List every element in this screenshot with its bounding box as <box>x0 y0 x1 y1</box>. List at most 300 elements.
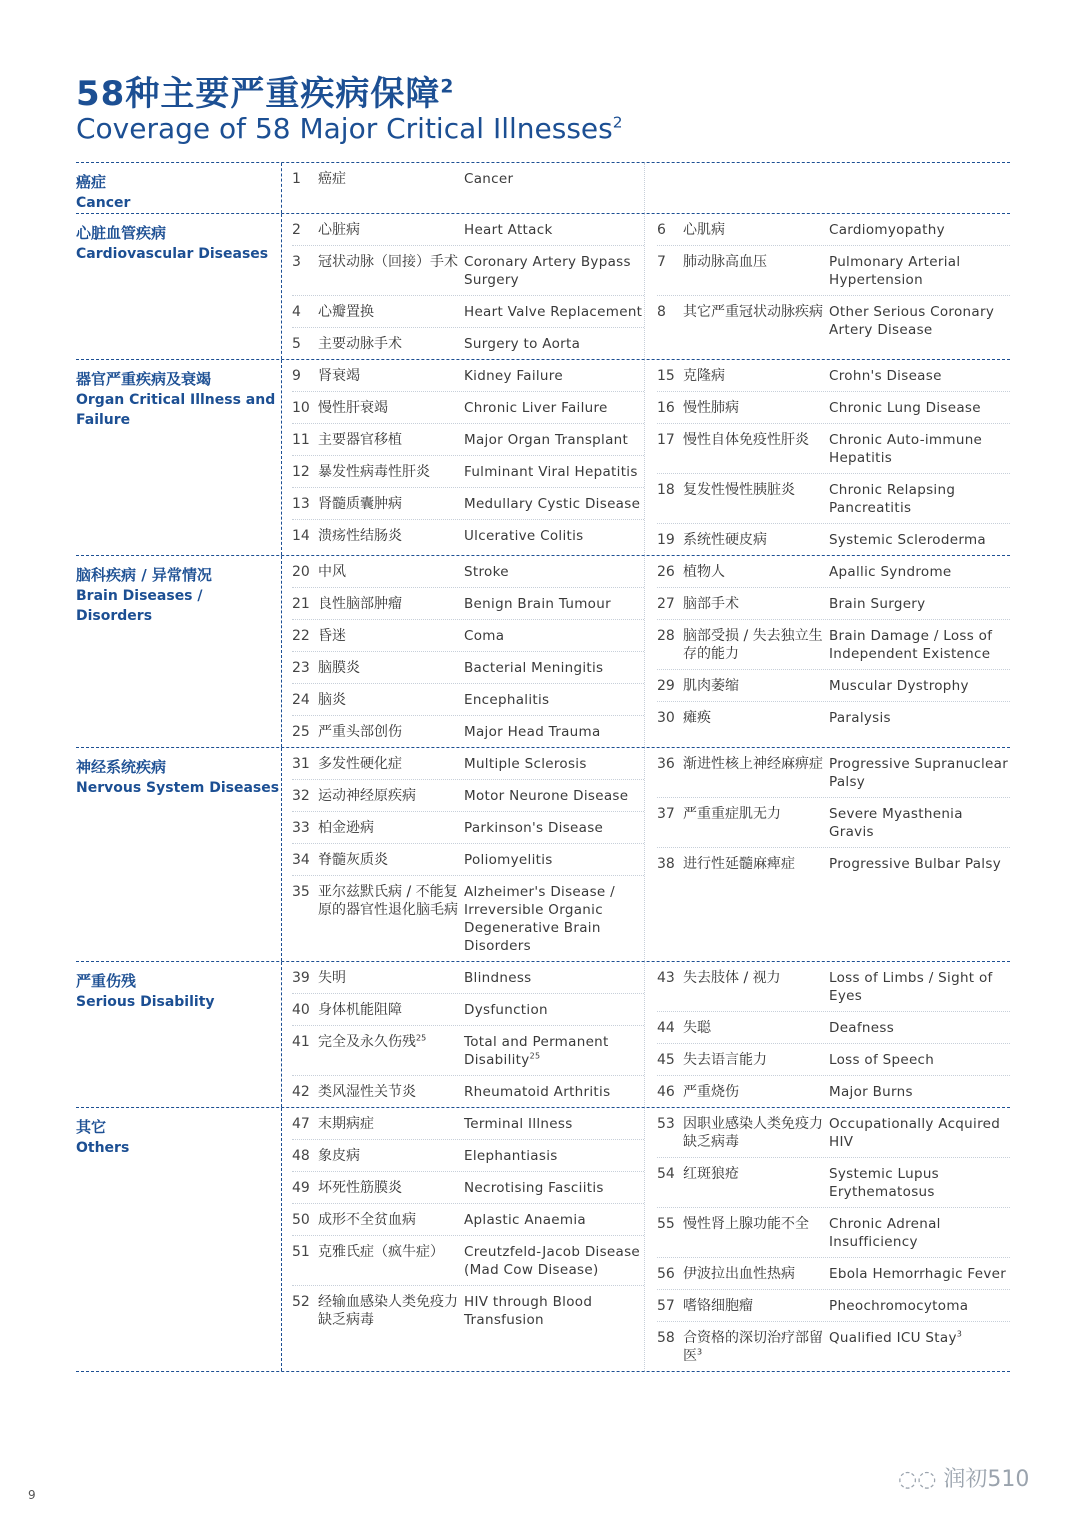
illness-name-en-text: Major Organ Transplant <box>464 432 629 448</box>
illness-number: 51 <box>292 1244 310 1260</box>
illness-name-zh <box>318 1179 464 1197</box>
illness-number: 41 <box>292 1034 310 1050</box>
category-section <box>76 213 1010 359</box>
illness-item <box>657 798 1010 848</box>
illness-name-zh <box>683 1165 829 1201</box>
illness-name-en-text: Heart Attack <box>464 222 553 238</box>
illness-name-en <box>829 805 1010 841</box>
illness-name-en-text: Poliomyelitis <box>464 852 553 868</box>
illness-name-en-text: Chronic Liver Failure <box>464 400 608 416</box>
illness-name-zh-text: 运动神经原疾病 <box>318 788 416 804</box>
illness-item <box>292 1026 644 1076</box>
illness-name-zh <box>683 1329 829 1365</box>
illness-number: 22 <box>292 628 310 644</box>
illness-name-en <box>829 431 1010 467</box>
illness-name-zh-text: 多发性硬化症 <box>318 756 402 772</box>
illness-item <box>292 962 644 994</box>
illness-number: 1 <box>292 171 301 187</box>
illness-number: 10 <box>292 400 310 416</box>
illness-column-right <box>645 214 1010 359</box>
category-section <box>76 359 1010 555</box>
illness-name-zh-text: 进行性延髓麻痺症 <box>683 856 795 872</box>
illness-name-zh-text: 克雅氏症（疯牛症） <box>318 1244 444 1260</box>
illness-name-en <box>829 531 1010 549</box>
illness-item <box>657 1290 1010 1322</box>
watermark: ◌◌ 润初510 <box>898 1467 1030 1492</box>
illness-name-en <box>464 969 644 987</box>
illness-name-zh <box>683 709 829 727</box>
illness-name-zh <box>318 527 464 545</box>
footnote-marker: 3 <box>697 1347 703 1357</box>
illness-item <box>292 1204 644 1236</box>
illness-item <box>292 1286 644 1335</box>
category-name-zh: 癌症 <box>76 173 107 191</box>
illness-number: 33 <box>292 820 310 836</box>
illness-name-en <box>464 1179 644 1197</box>
illness-item <box>292 520 644 551</box>
illness-name-en <box>829 253 1010 289</box>
category-name-en: Cancer <box>76 195 131 211</box>
illness-name-zh-text: 主要动脉手术 <box>318 336 402 352</box>
illness-name-en <box>829 1019 1010 1037</box>
illness-name-en <box>829 481 1010 517</box>
illness-name-zh <box>318 399 464 417</box>
illness-number: 13 <box>292 496 310 512</box>
illness-name-zh <box>318 1001 464 1019</box>
illness-number: 23 <box>292 660 310 676</box>
illness-name-en-text: Chronic Auto-immune Hepatitis <box>829 432 983 466</box>
illness-name-zh <box>683 1019 829 1037</box>
illness-name-zh-text: 良性脑部肿瘤 <box>318 596 402 612</box>
illness-name-en <box>464 691 644 709</box>
illness-name-en-text: Brain Surgery <box>829 596 926 612</box>
illness-number: 39 <box>292 970 310 986</box>
illness-number: 8 <box>657 304 666 320</box>
illness-item <box>292 246 644 296</box>
illness-number: 46 <box>657 1084 675 1100</box>
illness-name-en <box>829 399 1010 417</box>
illness-number: 53 <box>657 1116 675 1132</box>
category-name-zh: 心脏血管疾病 <box>76 224 167 242</box>
illness-item <box>657 962 1010 1012</box>
illness-number: 29 <box>657 678 675 694</box>
illness-name-zh-text: 成形不全贫血病 <box>318 1212 416 1228</box>
illness-name-en-text: Major Head Trauma <box>464 724 601 740</box>
illness-name-zh <box>683 303 829 339</box>
illness-name-zh-text: 末期病症 <box>318 1116 374 1132</box>
illness-name-zh <box>318 303 464 321</box>
illness-number: 11 <box>292 432 310 448</box>
illness-name-en <box>829 1215 1010 1251</box>
illness-name-en-text: Stroke <box>464 564 509 580</box>
illness-name-en <box>464 723 644 741</box>
illness-name-zh <box>683 563 829 581</box>
illness-name-zh <box>318 819 464 837</box>
illness-name-zh <box>318 595 464 613</box>
illness-number: 25 <box>292 724 310 740</box>
illness-table <box>76 162 1010 1372</box>
illness-column-right <box>645 556 1010 747</box>
illness-name-zh-text: 肌肉萎缩 <box>683 678 739 694</box>
illness-name-zh-text: 心脏病 <box>318 222 360 238</box>
illness-number: 21 <box>292 596 310 612</box>
illness-number: 14 <box>292 528 310 544</box>
illness-name-zh <box>683 431 829 467</box>
illness-name-en-text: Brain Damage / Loss of Independent Existence <box>829 628 993 662</box>
illness-number: 28 <box>657 628 675 644</box>
illness-name-zh-text: 肾髓质囊肿病 <box>318 496 402 512</box>
illness-name-zh <box>683 855 829 873</box>
illness-item <box>292 716 644 747</box>
illness-name-en-text: Progressive Supranuclear Palsy <box>829 756 1009 790</box>
illness-column-left <box>281 1108 645 1371</box>
illness-name-en <box>464 787 644 805</box>
illness-name-en-text: Fulminant Viral Hepatitis <box>464 464 638 480</box>
illness-name-en <box>829 1165 1010 1201</box>
category-name-zh: 严重伤残 <box>76 972 137 990</box>
illness-name-en <box>464 1147 644 1165</box>
illness-number: 55 <box>657 1216 675 1232</box>
illness-name-en-text: Systemic Scleroderma <box>829 532 986 548</box>
illness-number: 2 <box>292 222 301 238</box>
illness-item <box>292 296 644 328</box>
illness-item <box>292 652 644 684</box>
illness-number: 48 <box>292 1148 310 1164</box>
illness-name-en <box>829 1265 1010 1283</box>
illness-name-zh-text: 脊髓灰质炎 <box>318 852 388 868</box>
illness-name-zh <box>318 495 464 513</box>
illness-item <box>292 1108 644 1140</box>
illness-name-en-text: Major Burns <box>829 1084 913 1100</box>
illness-name-en-text: Terminal Illness <box>464 1116 573 1132</box>
illness-name-en-text: Benign Brain Tumour <box>464 596 611 612</box>
illness-number: 24 <box>292 692 310 708</box>
illness-number: 4 <box>292 304 301 320</box>
illness-name-en-text: Progressive Bulbar Palsy <box>829 856 1001 872</box>
illness-item <box>657 1208 1010 1258</box>
illness-name-en-text: Motor Neurone Disease <box>464 788 629 804</box>
illness-name-en <box>829 969 1010 1005</box>
illness-name-zh <box>318 1033 464 1069</box>
illness-name-en-text: Severe Myasthenia Gravis <box>829 806 963 840</box>
illness-number: 15 <box>657 368 675 384</box>
illness-name-en-text: Muscular Dystrophy <box>829 678 969 694</box>
illness-number: 16 <box>657 400 675 416</box>
category-label <box>76 360 281 555</box>
page-title-zh: 58种主要严重疾病保障$^2$ <box>76 74 455 114</box>
category-name-en: Nervous System Diseases <box>76 780 280 796</box>
illness-name-en-text: Creutzfeld-Jacob Disease (Mad Cow Disease) <box>464 1244 641 1278</box>
illness-item <box>292 488 644 520</box>
illness-number: 42 <box>292 1084 310 1100</box>
illness-item <box>292 424 644 456</box>
illness-name-zh-text: 严重烧伤 <box>683 1084 739 1100</box>
illness-name-en-text: Kidney Failure <box>464 368 563 384</box>
illness-item <box>657 214 1010 246</box>
illness-item <box>292 748 644 780</box>
illness-number: 31 <box>292 756 310 772</box>
illness-name-en <box>829 627 1010 663</box>
illness-name-zh-text: 肾衰竭 <box>318 368 360 384</box>
illness-name-en <box>829 1051 1010 1069</box>
illness-column-left <box>281 962 645 1107</box>
illness-name-zh-text: 瘫痪 <box>683 710 711 726</box>
illness-name-zh-text: 脑炎 <box>318 692 346 708</box>
illness-name-zh-text: 经输血感染人类免疫力缺乏病毒 <box>318 1294 458 1328</box>
illness-name-zh <box>318 1293 464 1329</box>
illness-name-en-text: Heart Valve Replacement <box>464 304 643 320</box>
illness-name-en <box>464 595 644 613</box>
illness-number: 3 <box>292 254 301 270</box>
illness-name-zh-text: 溃疡性结肠炎 <box>318 528 402 544</box>
illness-name-zh-text: 完全及永久伤残 <box>318 1034 416 1050</box>
illness-name-zh <box>683 531 829 549</box>
illness-number: 40 <box>292 1002 310 1018</box>
illness-name-en-text: Coronary Artery Bypass Surgery <box>464 254 631 288</box>
illness-name-en <box>829 755 1010 791</box>
category-label <box>76 748 281 961</box>
illness-name-en <box>464 335 644 353</box>
illness-name-en-text: Paralysis <box>829 710 891 726</box>
illness-column-left <box>281 360 645 555</box>
illness-item <box>292 1140 644 1172</box>
illness-name-zh <box>683 1051 829 1069</box>
illness-name-en <box>464 170 644 188</box>
illness-name-en <box>464 221 644 239</box>
category-label <box>76 163 281 213</box>
illness-item <box>292 328 644 359</box>
illness-name-en <box>829 1115 1010 1151</box>
illness-item <box>657 246 1010 296</box>
illness-name-zh-text: 肺动脉高血压 <box>683 254 767 270</box>
illness-number: 35 <box>292 884 310 900</box>
illness-name-zh <box>318 1147 464 1165</box>
illness-name-en-text: Rheumatoid Arthritis <box>464 1084 611 1100</box>
illness-name-zh-text: 严重头部创伤 <box>318 724 402 740</box>
illness-name-zh <box>318 1115 464 1133</box>
illness-item <box>657 556 1010 588</box>
illness-item <box>292 360 644 392</box>
illness-name-zh-text: 昏迷 <box>318 628 346 644</box>
illness-name-zh-text: 主要器官移植 <box>318 432 402 448</box>
illness-name-zh-text: 身体机能阻障 <box>318 1002 402 1018</box>
illness-name-en-text: Pulmonary Arterial Hypertension <box>829 254 961 288</box>
illness-item <box>657 296 1010 345</box>
illness-name-en-text: Aplastic Anaemia <box>464 1212 586 1228</box>
illness-column-left <box>281 748 645 961</box>
illness-name-en <box>464 563 644 581</box>
illness-item <box>657 670 1010 702</box>
illness-item <box>657 424 1010 474</box>
footnote-marker: 25 <box>529 1051 541 1061</box>
illness-name-en <box>829 709 1010 727</box>
illness-number: 52 <box>292 1294 310 1310</box>
illness-number: 43 <box>657 970 675 986</box>
illness-name-en-text: Deafness <box>829 1020 895 1036</box>
illness-item <box>292 780 644 812</box>
illness-name-en-text: Cardiomyopathy <box>829 222 945 238</box>
illness-name-zh <box>683 595 829 613</box>
illness-number: 36 <box>657 756 675 772</box>
illness-name-en <box>464 495 644 513</box>
illness-number: 50 <box>292 1212 310 1228</box>
category-name-en: Brain Diseases / Disorders <box>76 588 203 624</box>
illness-name-zh-text: 渐进性核上神经麻痹症 <box>683 756 823 772</box>
illness-name-en-text: Chronic Relapsing Pancreatitis <box>829 482 956 516</box>
illness-name-zh <box>683 805 829 841</box>
illness-item <box>657 1258 1010 1290</box>
illness-name-en <box>829 1297 1010 1315</box>
illness-item <box>657 1322 1010 1371</box>
illness-name-zh-text: 伊波拉出血性热病 <box>683 1266 795 1282</box>
illness-columns <box>281 962 1010 1107</box>
illness-name-zh-text: 系统性硬皮病 <box>683 532 767 548</box>
illness-number: 5 <box>292 336 301 352</box>
illness-name-zh <box>318 1083 464 1101</box>
illness-name-en <box>464 659 644 677</box>
illness-name-zh <box>318 221 464 239</box>
illness-name-zh-text: 癌症 <box>318 171 346 187</box>
illness-name-en-text: Chronic Adrenal Insufficiency <box>829 1216 941 1250</box>
illness-name-zh <box>683 367 829 385</box>
illness-columns <box>281 556 1010 747</box>
illness-number: 19 <box>657 532 675 548</box>
illness-item <box>657 620 1010 670</box>
illness-number: 27 <box>657 596 675 612</box>
illness-item <box>657 702 1010 733</box>
category-name-zh: 其它 <box>76 1118 107 1136</box>
category-name-zh: 神经系统疾病 <box>76 758 167 776</box>
illness-item <box>292 1172 644 1204</box>
illness-item <box>292 588 644 620</box>
illness-name-zh-text: 失去肢体 / 视力 <box>683 970 781 986</box>
illness-name-en <box>464 755 644 773</box>
illness-name-en <box>464 819 644 837</box>
illness-name-zh <box>318 691 464 709</box>
illness-number: 32 <box>292 788 310 804</box>
illness-item <box>292 456 644 488</box>
category-label <box>76 1108 281 1371</box>
illness-name-en-text: Systemic Lupus Erythematosus <box>829 1166 940 1200</box>
illness-name-zh-text: 严重重症肌无力 <box>683 806 781 822</box>
illness-item <box>657 1108 1010 1158</box>
illness-name-zh <box>318 431 464 449</box>
illness-item <box>657 848 1010 879</box>
illness-name-zh <box>318 170 464 188</box>
illness-name-zh-text: 慢性肝衰竭 <box>318 400 388 416</box>
illness-name-en-text: Total and Permanent Disability <box>464 1034 609 1068</box>
illness-name-en-text: Coma <box>464 628 505 644</box>
illness-number: 47 <box>292 1116 310 1132</box>
illness-number: 45 <box>657 1052 675 1068</box>
illness-name-zh <box>683 1265 829 1283</box>
category-name-en: Cardiovascular Diseases <box>76 246 269 262</box>
illness-number: 58 <box>657 1330 675 1346</box>
illness-number: 12 <box>292 464 310 480</box>
illness-item <box>657 1012 1010 1044</box>
illness-name-en-text: Encephalitis <box>464 692 550 708</box>
illness-name-en <box>829 563 1010 581</box>
illness-name-zh <box>318 627 464 645</box>
illness-item <box>292 844 644 876</box>
illness-name-en <box>829 303 1010 339</box>
illness-item <box>657 360 1010 392</box>
illness-name-en-text: Elephantiasis <box>464 1148 558 1164</box>
illness-item <box>292 392 644 424</box>
illness-name-en <box>464 627 644 645</box>
illness-name-en <box>464 1293 644 1329</box>
category-section <box>76 961 1010 1107</box>
illness-item <box>292 876 644 961</box>
illness-name-zh-text: 复发性慢性胰脏炎 <box>683 482 795 498</box>
illness-name-zh-text: 冠状动脉（回接）手术 <box>318 254 458 270</box>
illness-name-en <box>464 1211 644 1229</box>
illness-column-right <box>645 163 1010 213</box>
illness-item <box>292 556 644 588</box>
illness-name-zh <box>683 221 829 239</box>
illness-number: 7 <box>657 254 666 270</box>
page-number: 9 <box>28 1488 36 1502</box>
illness-number: 34 <box>292 852 310 868</box>
illness-name-zh-text: 脑膜炎 <box>318 660 360 676</box>
illness-name-en <box>464 367 644 385</box>
illness-name-zh <box>318 463 464 481</box>
illness-name-en-text: Pheochromocytoma <box>829 1298 969 1314</box>
illness-number: 57 <box>657 1298 675 1314</box>
illness-name-en <box>464 883 644 955</box>
illness-item <box>657 1158 1010 1208</box>
illness-columns <box>281 748 1010 961</box>
illness-item <box>292 214 644 246</box>
illness-column-right <box>645 962 1010 1107</box>
illness-name-en <box>829 595 1010 613</box>
illness-name-zh <box>683 1115 829 1151</box>
illness-name-zh <box>683 627 829 663</box>
illness-name-zh <box>683 1215 829 1251</box>
illness-name-en-text: Multiple Sclerosis <box>464 756 587 772</box>
illness-name-zh-text: 心肌病 <box>683 222 725 238</box>
illness-name-en <box>829 221 1010 239</box>
illness-number: 49 <box>292 1180 310 1196</box>
wechat-icon: ◌◌ <box>898 1467 944 1492</box>
illness-columns <box>281 163 1010 213</box>
illness-name-en-text: Crohn's Disease <box>829 368 942 384</box>
illness-number: 44 <box>657 1020 675 1036</box>
illness-name-zh <box>683 1297 829 1315</box>
illness-name-zh-text: 坏死性筋膜炎 <box>318 1180 402 1196</box>
illness-column-right <box>645 1108 1010 1371</box>
illness-name-en <box>464 527 644 545</box>
illness-number: 54 <box>657 1166 675 1182</box>
illness-name-en-text: Ebola Hemorrhagic Fever <box>829 1266 1007 1282</box>
illness-name-en <box>464 1243 644 1279</box>
illness-name-en-text: Chronic Lung Disease <box>829 400 981 416</box>
illness-item <box>657 524 1010 555</box>
category-name-zh: 器官严重疾病及衰竭 <box>76 370 212 388</box>
footnote-marker: 25 <box>416 1033 427 1043</box>
illness-columns <box>281 1108 1010 1371</box>
illness-name-en <box>464 1083 644 1101</box>
illness-name-zh-text: 失聪 <box>683 1020 711 1036</box>
illness-name-en <box>464 399 644 417</box>
illness-column-left <box>281 214 645 359</box>
illness-name-zh-text: 类风湿性关节炎 <box>318 1084 416 1100</box>
illness-name-zh-text: 象皮病 <box>318 1148 360 1164</box>
illness-number: 9 <box>292 368 301 384</box>
illness-name-zh-text: 心瓣置换 <box>318 304 374 320</box>
illness-column-left <box>281 556 645 747</box>
illness-name-zh-text: 柏金逊病 <box>318 820 374 836</box>
